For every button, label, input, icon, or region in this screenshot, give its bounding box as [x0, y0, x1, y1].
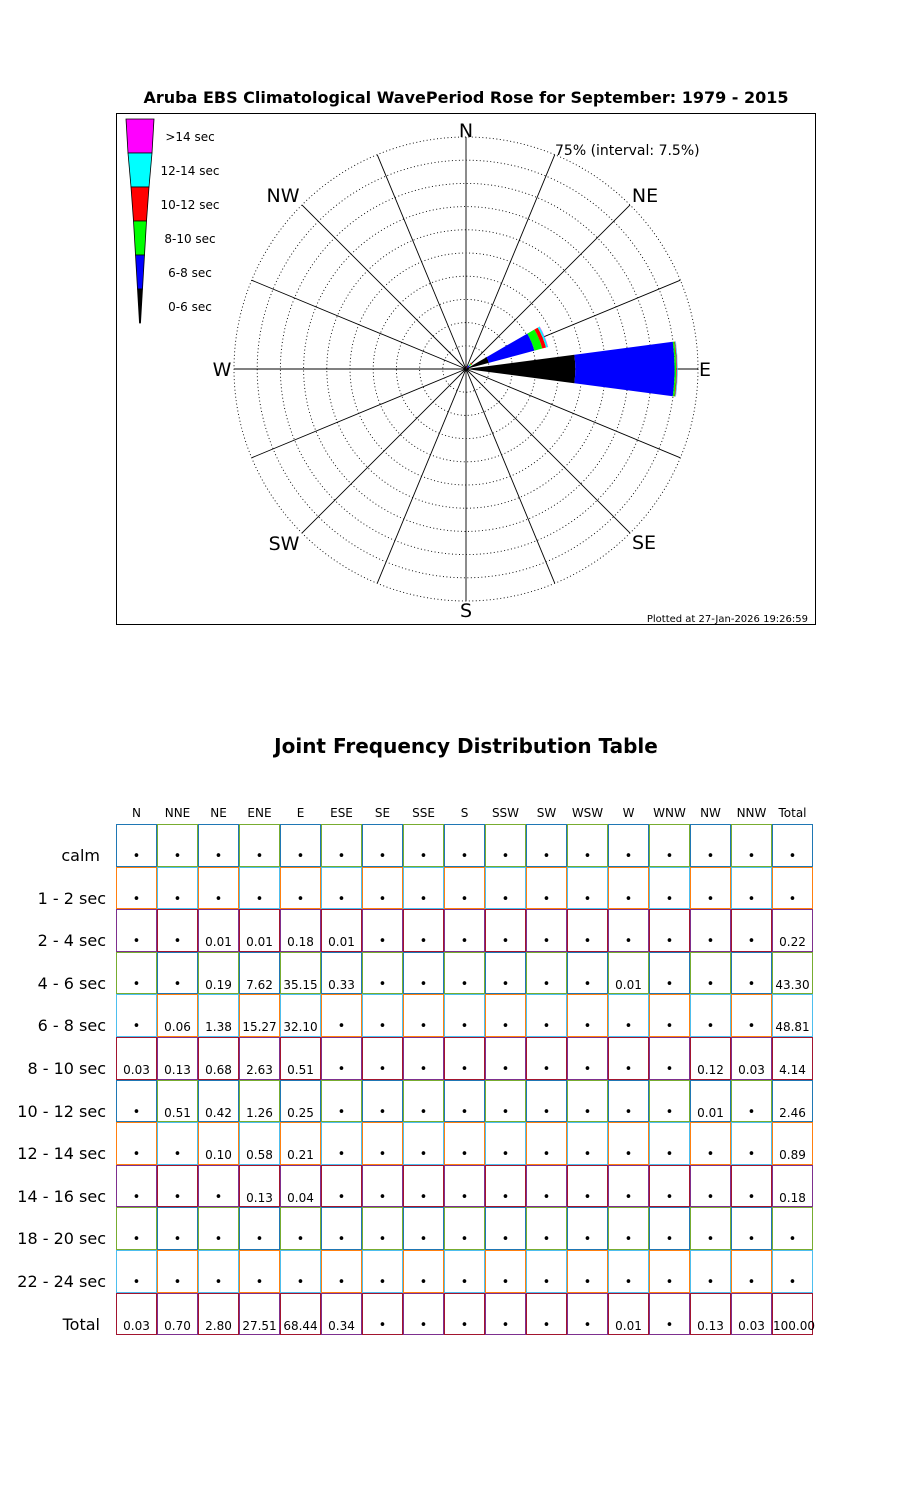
table-cell: • — [567, 909, 608, 952]
column-header: SSW — [491, 806, 520, 820]
table-cell: • — [280, 1207, 321, 1250]
row-header: calm — [61, 846, 100, 865]
table-cell: 0.13 — [239, 1165, 280, 1208]
table-cell: • — [362, 1250, 403, 1293]
column-header: ESE — [330, 806, 353, 820]
table-cell: • — [239, 867, 280, 910]
table-cell: • — [690, 867, 731, 910]
table-cell: • — [485, 1037, 526, 1080]
table-cell: • — [608, 909, 649, 952]
column-header: NW — [700, 806, 721, 820]
row-header: 8 - 10 sec — [27, 1059, 106, 1078]
table-cell: • — [608, 824, 649, 867]
table-cell: • — [485, 867, 526, 910]
table-cell: 0.18 — [772, 1165, 813, 1208]
table-cell: • — [526, 1080, 567, 1123]
table-cell: 0.04 — [280, 1165, 321, 1208]
row-header: 14 - 16 sec — [17, 1186, 106, 1206]
table-cell: • — [772, 867, 813, 910]
table-cell: 0.19 — [198, 952, 239, 995]
table-cell: • — [362, 1037, 403, 1080]
compass-label-w: W — [212, 359, 232, 381]
table-cell: • — [526, 867, 567, 910]
table-cell: 0.70 — [157, 1293, 198, 1336]
table-cell: 0.51 — [157, 1080, 198, 1123]
column-header: SE — [374, 806, 391, 820]
table-cell: • — [649, 994, 690, 1037]
rose-footer: Plotted at 27-Jan-2026 19:26:59 — [646, 614, 808, 625]
table-cell: • — [321, 1250, 362, 1293]
table-cell: • — [444, 994, 485, 1037]
table-cell: 15.27 — [239, 994, 280, 1037]
compass-label-e: E — [698, 359, 712, 381]
table-cell: • — [731, 867, 772, 910]
table-cell: • — [649, 1165, 690, 1208]
table-cell: • — [403, 1037, 444, 1080]
table-cell: • — [116, 1207, 157, 1250]
table-cell: • — [526, 1122, 567, 1165]
table-cell: • — [116, 1250, 157, 1293]
table-cell: • — [362, 824, 403, 867]
table-cell: • — [444, 909, 485, 952]
table-cell: • — [731, 909, 772, 952]
table-cell: • — [608, 1207, 649, 1250]
table-cell: 32.10 — [280, 994, 321, 1037]
table-cell: • — [116, 909, 157, 952]
table-cell: • — [485, 1165, 526, 1208]
table-cell: • — [649, 1250, 690, 1293]
table-cell: • — [731, 1165, 772, 1208]
legend-label-4: 6-8 sec — [168, 266, 212, 280]
table-cell: • — [526, 1207, 567, 1250]
column-header: WNW — [653, 806, 686, 820]
table-cell: • — [649, 1080, 690, 1123]
table-cell: 0.01 — [608, 952, 649, 995]
table-cell: 0.03 — [731, 1037, 772, 1080]
table-cell: • — [444, 1037, 485, 1080]
table-cell: • — [485, 994, 526, 1037]
table-cell: 0.21 — [280, 1122, 321, 1165]
table-cell: • — [567, 1207, 608, 1250]
table-cell: • — [731, 1122, 772, 1165]
table-cell: 0.68 — [198, 1037, 239, 1080]
table-cell: • — [116, 952, 157, 995]
table-cell: • — [485, 909, 526, 952]
table-cell: • — [362, 867, 403, 910]
table-cell: • — [772, 1250, 813, 1293]
table-cell: 0.01 — [321, 909, 362, 952]
table-cell: • — [567, 952, 608, 995]
table-cell: • — [526, 1293, 567, 1336]
table-cell: • — [526, 994, 567, 1037]
table-cell: • — [444, 1122, 485, 1165]
table-cell: • — [649, 1037, 690, 1080]
table-cell: • — [157, 824, 198, 867]
table-cell: • — [649, 1293, 690, 1336]
table-cell: • — [403, 1293, 444, 1336]
table-cell: • — [444, 824, 485, 867]
table-cell: • — [444, 1080, 485, 1123]
table-cell: 1.38 — [198, 994, 239, 1037]
table-cell: • — [526, 952, 567, 995]
column-header: W — [622, 806, 635, 820]
row-header: 6 - 8 sec — [37, 1016, 106, 1036]
column-header: N — [132, 806, 141, 820]
table-cell: • — [403, 1165, 444, 1208]
table-cell: • — [731, 824, 772, 867]
table-title: Joint Frequency Distribution Table — [274, 734, 658, 758]
table-cell: • — [608, 1250, 649, 1293]
table-cell: • — [772, 1207, 813, 1250]
table-cell: • — [321, 1207, 362, 1250]
table-cell: • — [403, 909, 444, 952]
table-cell: • — [362, 1207, 403, 1250]
table-cell: • — [362, 1080, 403, 1123]
table-cell: • — [567, 1037, 608, 1080]
column-header: SSE — [412, 806, 435, 820]
table-cell: 0.22 — [772, 909, 813, 952]
table-cell: 0.01 — [198, 909, 239, 952]
table-cell: 0.03 — [116, 1293, 157, 1336]
table-cell: • — [157, 1250, 198, 1293]
table-cell: • — [567, 824, 608, 867]
table-cell: • — [444, 1207, 485, 1250]
table-cell: • — [116, 824, 157, 867]
compass-label-ne: NE — [631, 185, 659, 207]
column-header: WSW — [571, 806, 604, 820]
table-cell: • — [649, 824, 690, 867]
table-cell: • — [280, 824, 321, 867]
table-cell: • — [485, 1250, 526, 1293]
rose-scale-label: 75% (interval: 7.5%) — [555, 143, 700, 159]
rose-title: Aruba EBS Climatological WavePeriod Rose for September: 1979 - 2015 — [143, 88, 789, 107]
table-cell: • — [403, 824, 444, 867]
table-cell: • — [403, 952, 444, 995]
table-cell: • — [649, 1207, 690, 1250]
table-cell: • — [731, 1207, 772, 1250]
column-header: E — [296, 806, 305, 820]
table-cell: 0.33 — [321, 952, 362, 995]
table-cell: • — [362, 909, 403, 952]
table-cell: • — [116, 1122, 157, 1165]
table-cell: • — [321, 1165, 362, 1208]
table-cell: 2.63 — [239, 1037, 280, 1080]
table-cell: 2.80 — [198, 1293, 239, 1336]
table-cell: • — [731, 952, 772, 995]
table-cell: 0.01 — [608, 1293, 649, 1336]
table-cell: • — [157, 867, 198, 910]
table-cell: • — [116, 867, 157, 910]
table-cell: • — [157, 1207, 198, 1250]
table-cell: 27.51 — [239, 1293, 280, 1336]
table-cell: 0.18 — [280, 909, 321, 952]
table-cell: 0.12 — [690, 1037, 731, 1080]
table-cell: • — [731, 1250, 772, 1293]
table-cell: • — [690, 824, 731, 867]
table-cell: 0.06 — [157, 994, 198, 1037]
table-cell: 100.00 — [772, 1293, 813, 1336]
table-cell: • — [608, 1080, 649, 1123]
table-cell: • — [362, 952, 403, 995]
row-header: Total — [62, 1314, 100, 1334]
table-cell: • — [567, 1250, 608, 1293]
table-cell: • — [731, 994, 772, 1037]
table-cell: • — [157, 1122, 198, 1165]
table-cell: • — [567, 1080, 608, 1123]
table-cell: 0.01 — [239, 909, 280, 952]
table-cell: • — [567, 1293, 608, 1336]
table-cell: • — [157, 952, 198, 995]
table-cell: • — [485, 952, 526, 995]
table-cell: 0.10 — [198, 1122, 239, 1165]
table-cell: • — [403, 1122, 444, 1165]
table-cell: 48.81 — [772, 994, 813, 1037]
table-cell: 0.42 — [198, 1080, 239, 1123]
table-cell: • — [198, 867, 239, 910]
table-cell: • — [649, 1122, 690, 1165]
table-cell: • — [239, 824, 280, 867]
table-cell: • — [567, 1165, 608, 1208]
table-cell: • — [403, 1080, 444, 1123]
table-cell: • — [526, 909, 567, 952]
compass-label-nw: NW — [266, 185, 300, 207]
table-cell: • — [362, 1293, 403, 1336]
column-header: NE — [210, 806, 227, 820]
table-cell: • — [690, 1122, 731, 1165]
table-cell: • — [362, 994, 403, 1037]
table-cell: • — [772, 824, 813, 867]
table-cell: • — [321, 867, 362, 910]
compass-label-sw: SW — [268, 533, 300, 555]
table-cell: • — [239, 1207, 280, 1250]
table-cell: • — [321, 1122, 362, 1165]
table-cell: 0.13 — [157, 1037, 198, 1080]
table-cell: 2.46 — [772, 1080, 813, 1123]
table-cell: • — [403, 867, 444, 910]
table-cell: • — [690, 909, 731, 952]
legend-label-1: 12-14 sec — [160, 164, 220, 178]
column-header: Total — [778, 806, 807, 820]
table-cell: 0.01 — [690, 1080, 731, 1123]
compass-label-s: S — [459, 600, 473, 622]
table-cell: 35.15 — [280, 952, 321, 995]
table-cell: • — [198, 1250, 239, 1293]
table-cell: 0.34 — [321, 1293, 362, 1336]
table-cell: • — [690, 994, 731, 1037]
table-cell: • — [485, 1080, 526, 1123]
table-cell: • — [485, 1293, 526, 1336]
table-cell: • — [321, 994, 362, 1037]
table-cell: 43.30 — [772, 952, 813, 995]
table-cell: 0.03 — [116, 1037, 157, 1080]
table-cell: • — [567, 994, 608, 1037]
table-cell: • — [444, 1293, 485, 1336]
row-header: 2 - 4 sec — [37, 931, 106, 951]
table-cell: • — [198, 1207, 239, 1250]
table-cell: • — [485, 824, 526, 867]
table-cell: • — [567, 867, 608, 910]
table-cell: • — [403, 1250, 444, 1293]
row-header: 18 - 20 sec — [17, 1229, 106, 1249]
table-cell: • — [608, 994, 649, 1037]
table-cell: • — [444, 1165, 485, 1208]
table-cell: • — [198, 1165, 239, 1208]
table-cell: • — [116, 1165, 157, 1208]
legend-label-0: >14 sec — [165, 130, 215, 144]
row-header: 1 - 2 sec — [37, 888, 106, 908]
table-cell: • — [403, 1207, 444, 1250]
table-cell: • — [444, 1250, 485, 1293]
table-cell: 68.44 — [280, 1293, 321, 1336]
table-cell: • — [362, 1165, 403, 1208]
column-header: NNE — [164, 806, 191, 820]
table-cell: • — [649, 952, 690, 995]
column-header: S — [460, 806, 469, 820]
table-cell: • — [280, 867, 321, 910]
table-cell: • — [608, 1037, 649, 1080]
table-cell: 0.51 — [280, 1037, 321, 1080]
table-cell: • — [608, 1122, 649, 1165]
table-cell: 0.25 — [280, 1080, 321, 1123]
table-cell: • — [321, 1037, 362, 1080]
row-header: 22 - 24 sec — [17, 1272, 106, 1291]
table-cell: • — [116, 994, 157, 1037]
table-cell: • — [362, 1122, 403, 1165]
table-cell: • — [526, 824, 567, 867]
table-cell: • — [690, 1250, 731, 1293]
compass-label-n: N — [458, 120, 474, 142]
table-cell: • — [116, 1080, 157, 1123]
table-cell: • — [526, 1037, 567, 1080]
table-cell: 4.14 — [772, 1037, 813, 1080]
table-cell: • — [649, 867, 690, 910]
table-cell: 7.62 — [239, 952, 280, 995]
table-cell: • — [239, 1250, 280, 1293]
table-cell: • — [526, 1165, 567, 1208]
table-cell: • — [649, 909, 690, 952]
table-cell: • — [608, 1165, 649, 1208]
table-cell: • — [321, 824, 362, 867]
table-cell: • — [280, 1250, 321, 1293]
table-cell: 0.03 — [731, 1293, 772, 1336]
table-cell: • — [567, 1122, 608, 1165]
table-cell: • — [403, 994, 444, 1037]
compass-label-se: SE — [631, 532, 657, 554]
table-cell: • — [690, 1165, 731, 1208]
row-header: 10 - 12 sec — [17, 1101, 106, 1121]
table-cell: 1.26 — [239, 1080, 280, 1123]
table-cell: • — [321, 1080, 362, 1123]
table-cell: 0.13 — [690, 1293, 731, 1336]
table-cell: • — [444, 867, 485, 910]
row-header: 4 - 6 sec — [37, 973, 106, 993]
table-cell: • — [444, 952, 485, 995]
table-cell: • — [690, 952, 731, 995]
table-cell: • — [485, 1207, 526, 1250]
row-header: 12 - 14 sec — [17, 1144, 106, 1164]
table-cell: • — [198, 824, 239, 867]
table-cell: • — [608, 867, 649, 910]
column-header: SW — [536, 806, 557, 820]
legend-label-2: 10-12 sec — [160, 198, 220, 212]
column-header: NNW — [736, 806, 767, 820]
table-cell: • — [157, 1165, 198, 1208]
table-cell: 0.89 — [772, 1122, 813, 1165]
table-cell: • — [157, 909, 198, 952]
table-cell: • — [731, 1080, 772, 1123]
table-cell: • — [690, 1207, 731, 1250]
table-cell: • — [485, 1122, 526, 1165]
legend-label-3: 8-10 sec — [164, 232, 216, 246]
column-header: ENE — [247, 806, 272, 820]
table-cell: • — [526, 1250, 567, 1293]
legend-label-5: 0-6 sec — [168, 300, 212, 314]
table-cell: 0.58 — [239, 1122, 280, 1165]
